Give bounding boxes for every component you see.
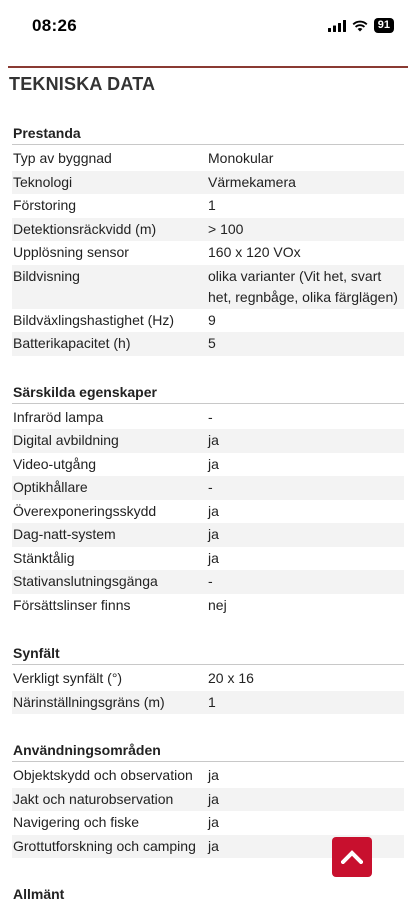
spec-label: Överexponeringsskydd	[13, 502, 157, 519]
spec-row	[12, 788, 404, 812]
spec-value: -	[208, 573, 213, 589]
spec-value: > 100	[208, 220, 244, 237]
spec-table	[12, 406, 404, 618]
spec-label: Förstoring	[13, 197, 77, 213]
spec-value: ja	[208, 432, 219, 448]
spec-row	[12, 691, 404, 715]
spec-row	[12, 594, 404, 618]
spec-section	[12, 634, 404, 731]
spec-row	[12, 547, 404, 571]
spec-label: Närinställningsgräns (m)	[13, 693, 165, 710]
spec-label: Grottutforskning och camping	[13, 837, 196, 854]
spec-label: Försättslinser finns	[13, 596, 131, 613]
spec-table	[12, 667, 404, 714]
title-rule	[8, 66, 408, 68]
spec-section	[12, 114, 404, 373]
status-time: 08:26	[32, 16, 77, 35]
wifi-icon	[352, 20, 368, 32]
spec-table	[12, 147, 404, 356]
spec-label: Verkligt synfält (°)	[13, 670, 123, 686]
status-bar	[0, 0, 416, 50]
spec-value: olika varianter (Vit het, svart het, regnbåge, olika färglägen)	[208, 267, 398, 305]
spec-label: Dag-natt-system	[13, 526, 116, 542]
spec-content	[12, 114, 404, 900]
spec-value: Monokular	[208, 150, 274, 166]
spec-label: Optikhållare	[13, 479, 88, 495]
spec-row	[12, 241, 404, 265]
spec-row	[12, 764, 404, 788]
spec-value: 160 x 120 VOx	[208, 244, 301, 260]
spec-value: nej	[208, 596, 227, 613]
spec-label: Detektionsräckvidd (m)	[13, 220, 157, 237]
spec-value: 9	[208, 311, 216, 328]
spec-value: ja	[208, 837, 219, 854]
spec-label: Stänktålig	[13, 549, 75, 566]
spec-section	[12, 373, 404, 635]
spec-label: Teknologi	[13, 173, 73, 190]
spec-row	[12, 500, 404, 524]
spec-label: Video-utgång	[13, 455, 97, 472]
chevron-up-icon	[341, 850, 363, 864]
section-divider	[12, 664, 404, 665]
spec-row	[12, 570, 404, 594]
spec-value: ja	[208, 455, 219, 472]
spec-value: 1	[208, 693, 216, 710]
spec-section	[12, 875, 404, 900]
section-divider	[12, 761, 404, 762]
battery-icon: 91	[374, 18, 394, 33]
spec-label: Bildväxlingshastighet (Hz)	[13, 311, 175, 328]
scroll-to-top-button[interactable]	[332, 837, 372, 877]
section-divider	[12, 144, 404, 145]
spec-value: 1	[208, 197, 216, 213]
spec-value: 5	[208, 335, 216, 351]
cellular-signal-icon	[328, 20, 346, 32]
spec-row	[12, 265, 404, 309]
spec-row	[12, 309, 404, 333]
spec-row	[12, 453, 404, 477]
spec-row	[12, 811, 404, 835]
spec-label: Infraröd lampa	[13, 408, 104, 425]
spec-row	[12, 476, 404, 500]
section-title: Prestanda	[13, 125, 81, 141]
spec-row	[12, 332, 404, 356]
spec-value: -	[208, 408, 213, 425]
spec-value: 20 x 16	[208, 670, 254, 686]
spec-label: Batterikapacitet (h)	[13, 335, 131, 351]
spec-label: Upplösning sensor	[13, 244, 129, 260]
spec-value: ja	[208, 790, 219, 807]
section-title: Synfält	[13, 645, 60, 661]
spec-label: Objektskydd och observation	[13, 767, 193, 783]
spec-label: Stativanslutningsgänga	[13, 573, 158, 589]
spec-label: Bildvisning	[13, 267, 80, 284]
spec-row	[12, 218, 404, 242]
spec-value: ja	[208, 526, 219, 542]
section-title: Användningsområden	[13, 742, 161, 758]
section-title: Allmänt	[13, 886, 65, 900]
spec-value: ja	[208, 814, 219, 830]
spec-label: Navigering och fiske	[13, 814, 140, 830]
spec-row	[12, 523, 404, 547]
page-title: TEKNISKA DATA	[9, 74, 156, 94]
spec-row	[12, 406, 404, 430]
spec-row	[12, 147, 404, 171]
spec-value: Värmekamera	[208, 173, 296, 190]
spec-label: Digital avbildning	[13, 432, 119, 448]
spec-row	[12, 429, 404, 453]
spec-value: -	[208, 479, 213, 495]
spec-label: Typ av byggnad	[13, 150, 112, 166]
status-icons	[328, 18, 394, 33]
spec-value: ja	[208, 767, 219, 783]
spec-value: ja	[208, 502, 219, 519]
spec-row	[12, 667, 404, 691]
spec-row	[12, 194, 404, 218]
spec-label: Jakt och naturobservation	[13, 790, 174, 807]
spec-value: ja	[208, 549, 219, 566]
section-title: Särskilda egenskaper	[13, 383, 157, 400]
spec-row	[12, 171, 404, 195]
